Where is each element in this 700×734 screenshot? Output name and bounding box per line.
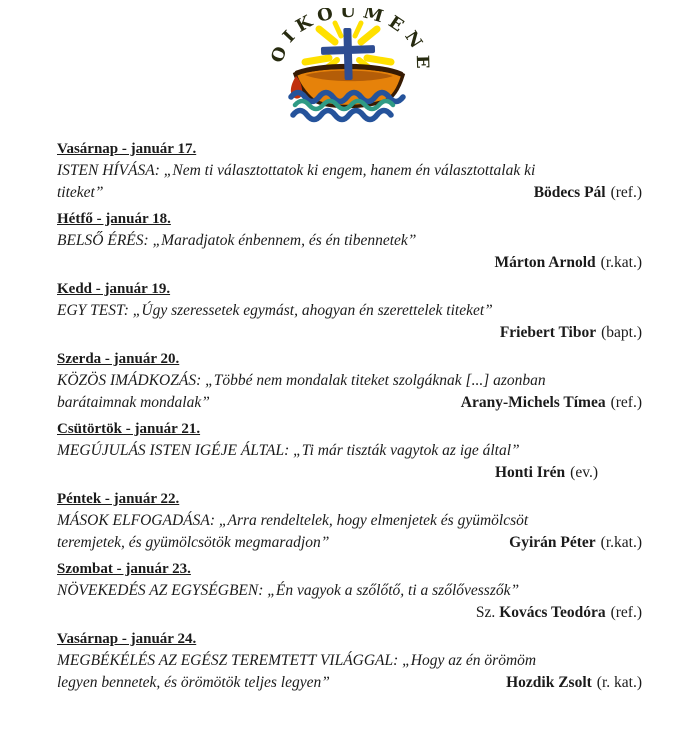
quote-text: MÁSOK ELFOGADÁSA: „Arra rendeltelek, hogy elmenjetek és gyümölcsöt — [57, 512, 529, 529]
quote-speaker-line — [57, 602, 642, 624]
speaker-name: Márton Arnold — [494, 254, 596, 271]
schedule-entry — [57, 558, 642, 624]
speaker-name: Honti Irén — [494, 464, 566, 481]
quote-speaker-line — [57, 252, 642, 274]
day-heading: Hétfő - január 18. — [57, 211, 171, 227]
denomination: (r.kat.) — [600, 534, 642, 551]
schedule-entry — [57, 628, 642, 694]
quote-line — [57, 160, 642, 182]
quote-line — [57, 580, 642, 602]
day-heading: Kedd - január 19. — [57, 281, 171, 297]
speaker-name: Kovács Teodóra — [499, 604, 606, 621]
speaker-group — [461, 392, 642, 414]
speaker-name: Bödecs Pál — [533, 184, 606, 201]
schedule-entry — [57, 138, 642, 204]
schedule-entry — [57, 278, 642, 344]
day-heading: Vasárnap - január 17. — [57, 141, 197, 157]
speaker-group — [534, 182, 642, 204]
schedule-entry — [57, 208, 642, 274]
quote-speaker-line — [57, 672, 642, 694]
denomination: (r. kat.) — [596, 674, 642, 691]
denomination: (ev.) — [570, 464, 598, 481]
quote-text: EGY TEST: „Úgy szeressetek egymást, ahogyan én szerettelek titeket” — [57, 302, 493, 319]
quote-speaker-line — [57, 182, 642, 204]
quote-line — [57, 650, 642, 672]
speaker-name: Hozdik Zsolt — [506, 674, 592, 691]
quote-text: NÖVEKEDÉS AZ EGYSÉGBEN: „Én vagyok a szőlőtő, ti a szőlővesszők” — [57, 582, 520, 599]
day-heading: Szerda - január 20. — [57, 351, 180, 367]
denomination: (bapt.) — [601, 324, 642, 341]
speaker-name: Gyirán Péter — [509, 534, 596, 551]
denomination: (ref.) — [610, 604, 642, 621]
quote-speaker-line — [57, 532, 642, 554]
logo-container — [57, 8, 642, 128]
speaker-name: Arany-Michels Tímea — [460, 394, 606, 411]
schedule-entry — [57, 348, 642, 414]
denomination: (r.kat.) — [600, 254, 642, 271]
speaker-group — [476, 602, 642, 624]
quote-text: barátaimnak mondalak” — [57, 394, 210, 411]
quote-text: MEGÚJULÁS ISTEN IGÉJE ÁLTAL: „Ti már tiszták vagytok az ige által” — [57, 442, 520, 459]
oikoumene-logo — [265, 8, 435, 128]
speaker-group — [506, 672, 642, 694]
denomination: (ref.) — [610, 184, 642, 201]
speaker-group — [494, 252, 642, 274]
quote-text: legyen bennetek, és örömötök teljes legyen” — [57, 674, 330, 691]
quote-line — [57, 440, 642, 462]
speaker-group — [495, 462, 598, 484]
day-heading: Csütörtök - január 21. — [57, 421, 201, 437]
quote-speaker-line — [57, 322, 642, 344]
quote-line — [57, 510, 642, 532]
waves-icon — [291, 93, 403, 120]
logo-arc-text: OIKOUMENE — [266, 8, 432, 75]
day-heading: Szombat - január 23. — [57, 561, 191, 577]
denomination: (ref.) — [610, 394, 642, 411]
quote-speaker-line — [57, 392, 642, 414]
quote-text: MEGBÉKÉLÉS AZ EGÉSZ TEREMTETT VILÁGGAL: „Hogy az én örömöm — [57, 652, 537, 669]
quote-speaker-line — [57, 462, 642, 484]
speaker-group — [509, 532, 642, 554]
quote-line — [57, 230, 642, 252]
day-heading: Vasárnap - január 24. — [57, 631, 197, 647]
speaker-group — [500, 322, 642, 344]
quote-text: KÖZÖS IMÁDKOZÁS: „Többé nem mondalak titeket szolgáknak [...] azonban — [57, 372, 546, 389]
quote-text: teremjetek, és gyümölcsötök megmaradjon” — [57, 534, 330, 551]
quote-line — [57, 370, 642, 392]
day-heading: Péntek - január 22. — [57, 491, 180, 507]
speaker-name: Friebert Tibor — [499, 324, 597, 341]
speaker-prefix: Sz. — [475, 604, 496, 621]
quote-text: BELSŐ ÉRÉS: „Maradjatok énbennem, és én tibennetek” — [57, 232, 417, 249]
quote-line — [57, 300, 642, 322]
schedule-entry — [57, 418, 642, 484]
quote-text: titeket” — [57, 184, 104, 201]
schedule-entry — [57, 488, 642, 554]
quote-text: ISTEN HÍVÁSA: „Nem ti választottatok ki engem, hanem én választottalak ki — [57, 162, 536, 179]
